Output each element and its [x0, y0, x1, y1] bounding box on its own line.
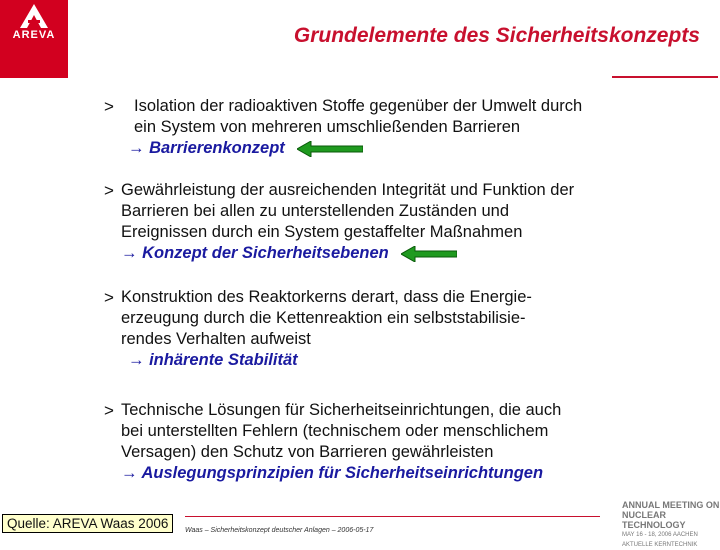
bullet-line: rendes Verhalten aufweist: [121, 330, 311, 348]
page-title: Grundelemente des Sicherheitskonzepts: [293, 24, 700, 47]
result-label: Auslegungsprinzipien für Sicherheitseinrichtungen: [141, 464, 544, 482]
areva-logo-text: AREVA: [12, 29, 56, 41]
bullet-marker: >: [104, 401, 114, 420]
conference-dates: MAY 16 - 18, 2006 AACHEN: [622, 532, 698, 538]
bullet-item-1: [104, 96, 582, 159]
bullet-line: Barrieren bei allen zu unterstellenden Zuständen und: [121, 202, 510, 220]
result-label: inhärente Stabilität: [149, 351, 298, 369]
bullet-item-3: [104, 287, 532, 371]
green-arrow-icon: [401, 246, 457, 262]
conference-line-3: AKTUELLE KERNTECHNIK: [622, 542, 698, 548]
bullet-line: Gewährleistung der ausreichenden Integrität und Funktion der: [121, 181, 575, 199]
bullet-line: bei unterstellten Fehlern (technischem oder menschlichem: [121, 422, 549, 440]
result-line: [128, 350, 532, 371]
bullet-line: ein System von mehreren umschließenden Barrieren: [134, 118, 521, 136]
bullet-line: Technische Lösungen für Sicherheitseinrichtungen, die auch: [121, 401, 562, 419]
result-line: [121, 243, 574, 264]
conference-line-1: ANNUAL MEETING ON: [622, 500, 720, 510]
footer-text: Waas – Sicherheitskonzept deutscher Anlagen – 2006-05-17: [185, 527, 374, 534]
result-arrow: →: [128, 351, 145, 369]
bullet-line: Versagen) den Schutz von Barrieren gewährleisten: [121, 443, 494, 461]
bullet-line: erzeugung durch die Kettenreaktion ein selbststabilisie-: [121, 309, 526, 327]
bullet-item-4: [104, 400, 561, 484]
conference-logo: [622, 500, 720, 548]
result-label: Konzept der Sicherheitsebenen: [142, 244, 389, 262]
footer-divider: [185, 516, 600, 517]
result-arrow: →: [128, 139, 145, 157]
source-box: Quelle: AREVA Waas 2006: [2, 514, 173, 533]
green-arrow-icon: [297, 141, 363, 157]
areva-logo-icon: [19, 3, 49, 29]
title-underline: [612, 76, 718, 78]
conference-line-2: NUCLEAR TECHNOLOGY: [622, 510, 686, 530]
bullet-marker: >: [104, 288, 114, 307]
result-line: [128, 138, 582, 159]
brand-sidebar: [0, 0, 68, 78]
result-arrow: →: [121, 244, 138, 262]
result-label: Barrierenkonzept: [149, 139, 285, 157]
bullet-item-2: [104, 180, 574, 264]
result-arrow: →: [121, 464, 138, 482]
bullet-line: Ereignissen durch ein System gestaffelter Maßnahmen: [121, 223, 523, 241]
bullet-marker: >: [104, 97, 114, 116]
bullet-marker: >: [104, 181, 114, 200]
result-line: [121, 463, 561, 484]
bullet-line: Isolation der radioaktiven Stoffe gegenüber der Umwelt durch: [134, 97, 583, 115]
bullet-line: Konstruktion des Reaktorkerns derart, dass die Energie-: [121, 288, 532, 306]
